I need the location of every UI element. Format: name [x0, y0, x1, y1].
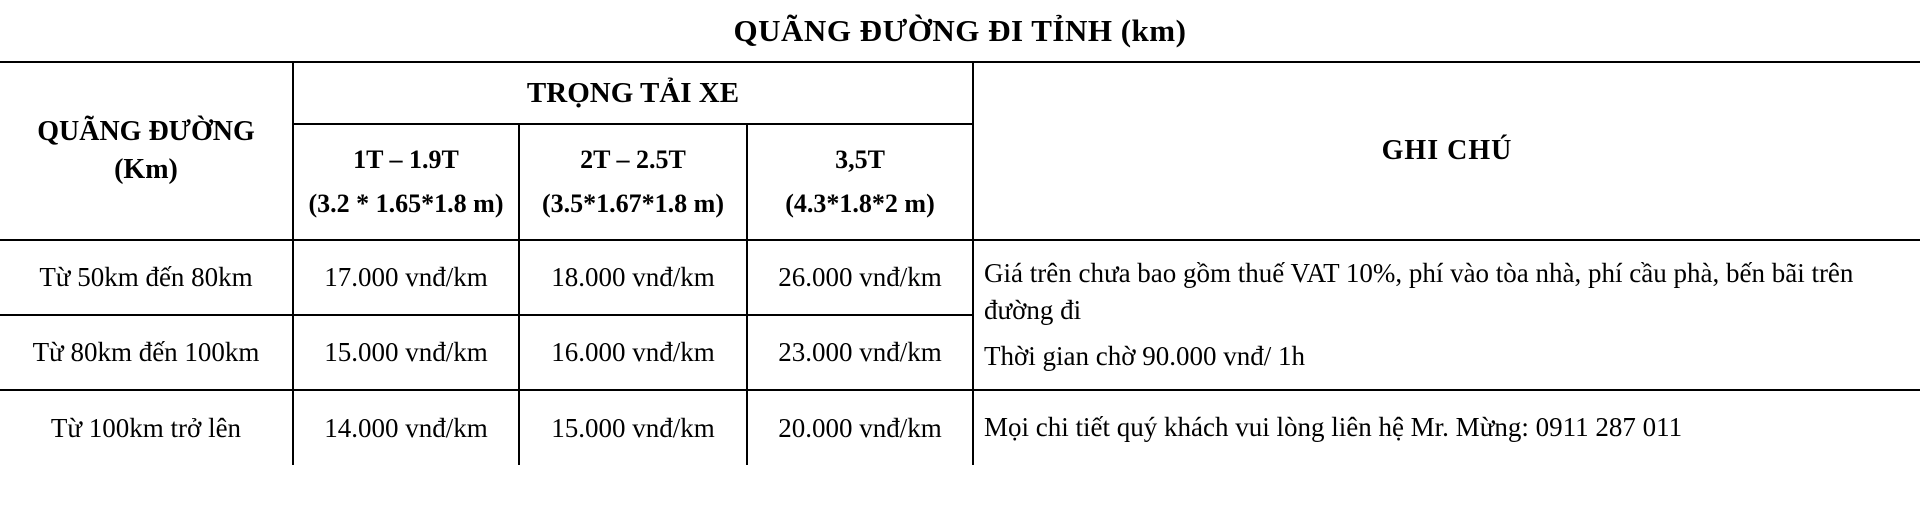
price-row3-col3: 20.000 vnđ/km: [747, 390, 973, 465]
vehicle-capacity-3: 3,5T: [835, 144, 885, 174]
price-row2-col3: 23.000 vnđ/km: [747, 315, 973, 390]
vehicle-column-3: [747, 124, 973, 240]
distance-header-line1: QUÃNG ĐƯỜNG: [37, 116, 255, 148]
note-line-3: Mọi chi tiết quý khách vui lòng liên hệ Mr. Mừng: 0911 287 011: [984, 412, 1683, 443]
table-row: [0, 240, 1920, 315]
price-row1-col1: 17.000 vnđ/km: [293, 240, 519, 315]
price-row3-col1: 14.000 vnđ/km: [293, 390, 519, 465]
vehicle-dimensions-1: (3.2 * 1.65*1.8 m): [308, 189, 504, 218]
table-title: QUÃNG ĐƯỜNG ĐI TỈNH (km): [0, 0, 1920, 62]
vehicle-capacity-group-header: TRỌNG TẢI XE: [293, 62, 973, 124]
distance-range-1: Từ 50km đến 80km: [0, 240, 293, 315]
distance-column-header: [0, 62, 293, 240]
note-line-1: Giá trên chưa bao gồm thuế VAT 10%, phí vào tòa nhà, phí cầu phà, bến bãi trên đường đi: [984, 258, 1854, 326]
vehicle-dimensions-3: (4.3*1.8*2 m): [785, 189, 935, 218]
table-title-row: [0, 0, 1920, 62]
note-text-2: [973, 390, 1920, 465]
vehicle-capacity-1: 1T – 1.9T: [353, 144, 459, 174]
note-text-1: [973, 240, 1920, 390]
price-row3-col2: 15.000 vnđ/km: [519, 390, 747, 465]
distance-header-line2: (Km): [114, 154, 178, 185]
price-row1-col2: 18.000 vnđ/km: [519, 240, 747, 315]
distance-range-3: Từ 100km trở lên: [0, 390, 293, 465]
vehicle-capacity-2: 2T – 2.5T: [580, 144, 686, 174]
price-row2-col1: 15.000 vnđ/km: [293, 315, 519, 390]
price-row2-col2: 16.000 vnđ/km: [519, 315, 747, 390]
distance-range-2: Từ 80km đến 100km: [0, 315, 293, 390]
vehicle-column-2: [519, 124, 747, 240]
price-row1-col3: 26.000 vnđ/km: [747, 240, 973, 315]
table-row: [0, 390, 1920, 465]
group-header-row: [0, 62, 1920, 124]
vehicle-column-1: [293, 124, 519, 240]
note-column-header: GHI CHÚ: [973, 62, 1920, 240]
note-line-2: Thời gian chờ 90.000 vnđ/ 1h: [984, 340, 1306, 371]
vehicle-dimensions-2: (3.5*1.67*1.8 m): [542, 189, 724, 218]
